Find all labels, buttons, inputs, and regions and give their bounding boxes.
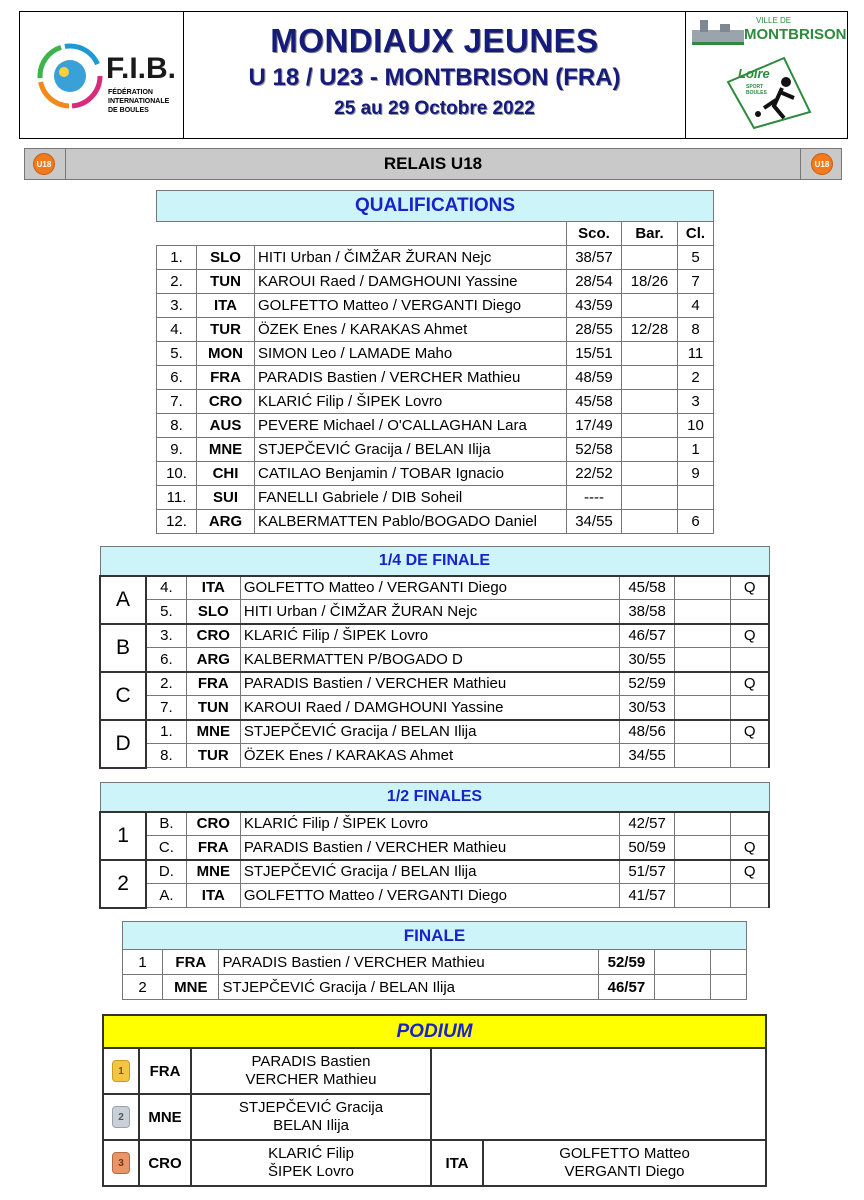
group-label: 2 [100,860,146,908]
score-cell: 52/58 [567,438,622,462]
table-row [123,950,747,975]
qualified-cell [731,648,769,672]
rank-cell: 7. [157,390,197,414]
silver-medal-icon: 2 [112,1106,130,1128]
seed-cell: 6. [146,648,186,672]
table-row [157,246,714,270]
podium-bronze2-names: GOLFETTO Matteo VERGANTI Diego [483,1140,766,1186]
team-names: STJEPČEVIĆ Gracija / BELAN Ilija [240,720,619,744]
barrage-cell [622,462,678,486]
seed-cell: 2. [146,672,186,696]
table-row [157,462,714,486]
table-row [100,836,769,860]
classement-cell: 1 [678,438,714,462]
team-names: PARADIS Bastien / VERCHER Mathieu [219,950,599,975]
table-row [100,648,769,672]
team-names: KLARIĆ Filip / ŠIPEK Lovro [255,390,567,414]
table-row [157,342,714,366]
country-code: MNE [186,860,240,884]
score-cell: 52/59 [599,950,654,975]
score-cell: 41/57 [620,884,675,908]
quarterfinal-table [99,546,770,769]
classement-cell: 8 [678,318,714,342]
score-cell: 38/57 [567,246,622,270]
table-row [157,486,714,510]
score-cell: 50/59 [620,836,675,860]
country-code: ARG [186,648,240,672]
loire-logo-sub: SPORT BOULES [746,84,767,96]
podium-silver-names: STJEPČEVIĆ Gracija BELAN Ilija [191,1094,431,1140]
team-names: STJEPČEVIĆ Gracija / BELAN Ilija [219,975,599,1000]
qualified-cell: Q [731,576,769,600]
table-row [157,390,714,414]
classement-cell: 11 [678,342,714,366]
country-code: MNE [163,975,219,1000]
empty-cell [710,975,746,1000]
table-row [157,438,714,462]
barrage-header: Bar. [622,222,678,246]
empty-cell [675,884,731,908]
seed-cell: B. [146,812,186,836]
classement-cell: 2 [678,366,714,390]
loire-logo-text: Loire [738,66,770,81]
classement-cell: 10 [678,414,714,438]
seed-cell: 4. [146,576,186,600]
loire-sport-boules-logo [724,52,814,130]
table-row [100,600,769,624]
title-line1: MONDIAUX JEUNES [270,22,599,59]
empty-cell [675,812,731,836]
table-row [100,696,769,720]
barrage-cell [622,438,678,462]
rank-cell: 10. [157,462,197,486]
country-code: ARG [197,510,255,534]
score-cell: 28/55 [567,318,622,342]
qualified-cell [731,696,769,720]
podium-bronze1-code: CRO [139,1140,191,1186]
seed-cell: A. [146,884,186,908]
relais-title: RELAIS U18 [65,149,801,179]
fib-logo [20,12,184,138]
score-cell: 34/55 [567,510,622,534]
country-code: MNE [186,720,240,744]
semifinal-table [99,782,770,909]
team-names: KALBERMATTEN Pablo/BOGADO Daniel [255,510,567,534]
empty-cell [675,600,731,624]
empty-cell [675,648,731,672]
country-code: FRA [186,836,240,860]
country-code: SUI [197,486,255,510]
city-logo-text: MONTBRISON [744,26,847,43]
group-label: C [100,672,146,720]
country-code: ITA [186,884,240,908]
score-cell: 51/57 [620,860,675,884]
empty-cell [675,720,731,744]
score-cell: 48/59 [567,366,622,390]
table-row [100,860,769,884]
score-cell: 43/59 [567,294,622,318]
rank-cell: 2. [157,270,197,294]
podium-gold-code: FRA [139,1048,191,1094]
qualified-cell: Q [731,860,769,884]
qualified-cell [731,600,769,624]
u18-badge-left-icon: U18 [33,153,55,175]
qualified-cell [731,744,769,768]
country-code: TUN [197,270,255,294]
team-names: PEVERE Michael / O'CALLAGHAN Lara [255,414,567,438]
score-cell: 42/57 [620,812,675,836]
score-cell: 17/49 [567,414,622,438]
podium-silver-code: MNE [139,1094,191,1140]
table-row [100,720,769,744]
score-cell: 45/58 [567,390,622,414]
score-cell: 30/53 [620,696,675,720]
team-names: PARADIS Bastien / VERCHER Mathieu [255,366,567,390]
classement-cell: 7 [678,270,714,294]
team-names: ÖZEK Enes / KARAKAS Ahmet [240,744,619,768]
table-row [157,318,714,342]
team-names: FANELLI Gabriele / DIB Soheil [255,486,567,510]
country-code: ITA [197,294,255,318]
seed-cell: 8. [146,744,186,768]
table-row [100,624,769,648]
classement-cell: 6 [678,510,714,534]
rank-cell: 3. [157,294,197,318]
team-names: SIMON Leo / LAMADE Maho [255,342,567,366]
montbrison-logo [690,16,847,48]
fib-logo-sub: FÉDÉRATION INTERNATIONALE DE BOULES [108,89,170,114]
rank-cell: 4. [157,318,197,342]
country-code: TUR [186,744,240,768]
city-logo-small: VILLE DE [756,16,792,25]
table-row [157,294,714,318]
title-line3: 25 au 29 Octobre 2022 [334,98,535,119]
qualified-cell [731,812,769,836]
team-names: KAROUI Raed / DAMGHOUNI Yassine [255,270,567,294]
empty-cell [675,836,731,860]
country-code: CRO [186,624,240,648]
score-cell: 48/56 [620,720,675,744]
empty-cell [675,624,731,648]
rank-cell: 12. [157,510,197,534]
score-cell: 30/55 [620,648,675,672]
header [19,11,848,139]
country-code: TUR [197,318,255,342]
score-cell: 52/59 [620,672,675,696]
empty-cell [710,950,746,975]
rank-cell: 2 [123,975,163,1000]
score-header: Sco. [567,222,622,246]
barrage-cell [622,390,678,414]
sponsor-logos [686,12,848,138]
group-label: B [100,624,146,672]
team-names: CATILAO Benjamin / TOBAR Ignacio [255,462,567,486]
group-label: 1 [100,812,146,860]
team-names: GOLFETTO Matteo / VERGANTI Diego [240,576,619,600]
title-block [184,12,686,138]
semifinal-title: 1/2 FINALES [100,783,769,812]
barrage-cell [622,510,678,534]
team-names: KLARIĆ Filip / ŠIPEK Lovro [240,624,619,648]
podium-gold-names: PARADIS Bastien VERCHER Mathieu [191,1048,431,1094]
empty-cell [675,696,731,720]
team-names: GOLFETTO Matteo / VERGANTI Diego [240,884,619,908]
final-table [122,921,747,1000]
country-code: FRA [163,950,219,975]
score-cell: 46/57 [599,975,654,1000]
group-label: D [100,720,146,768]
qualified-cell: Q [731,624,769,648]
qualified-cell: Q [731,672,769,696]
team-names: STJEPČEVIĆ Gracija / BELAN Ilija [255,438,567,462]
country-code: TUN [186,696,240,720]
rank-cell: 1. [157,246,197,270]
empty-cell [654,975,710,1000]
rank-cell: 6. [157,366,197,390]
final-title: FINALE [123,922,747,950]
seed-cell: 5. [146,600,186,624]
score-cell: 34/55 [620,744,675,768]
country-code: MNE [197,438,255,462]
country-code: MON [197,342,255,366]
team-names: HITI Urban / ČIMŽAR ŽURAN Nejc [255,246,567,270]
rank-cell: 8. [157,414,197,438]
gold-medal-icon: 1 [112,1060,130,1082]
team-names: KLARIĆ Filip / ŠIPEK Lovro [240,812,619,836]
team-names: PARADIS Bastien / VERCHER Mathieu [240,672,619,696]
score-cell: ---- [567,486,622,510]
team-names: STJEPČEVIĆ Gracija / BELAN Ilija [240,860,619,884]
country-code: CHI [197,462,255,486]
empty-cell [675,576,731,600]
empty-cell [675,672,731,696]
score-cell: 28/54 [567,270,622,294]
barrage-cell [622,486,678,510]
table-row [123,975,747,1000]
country-code: AUS [197,414,255,438]
classement-cell: 5 [678,246,714,270]
country-code: CRO [197,390,255,414]
empty-cell [675,744,731,768]
score-cell: 45/58 [620,576,675,600]
barrage-cell [622,246,678,270]
classement-cell: 4 [678,294,714,318]
country-code: FRA [197,366,255,390]
country-code: FRA [186,672,240,696]
seed-cell: 3. [146,624,186,648]
country-code: ITA [186,576,240,600]
team-names: KAROUI Raed / DAMGHOUNI Yassine [240,696,619,720]
rank-cell: 1 [123,950,163,975]
bronze-medal-icon: 3 [112,1152,130,1174]
barrage-cell [622,414,678,438]
empty-cell [675,860,731,884]
seed-cell: D. [146,860,186,884]
qualified-cell: Q [731,720,769,744]
classement-cell: 9 [678,462,714,486]
table-row [100,884,769,908]
boules-player-icon [724,52,814,130]
qualified-cell: Q [731,836,769,860]
u18-badge-right-icon: U18 [811,153,833,175]
group-label: A [100,576,146,624]
table-row [157,414,714,438]
rank-cell: 9. [157,438,197,462]
fib-logo-text: F.I.B. [106,52,177,85]
score-cell: 22/52 [567,462,622,486]
podium-title: PODIUM [103,1015,766,1048]
country-code: SLO [186,600,240,624]
score-cell: 15/51 [567,342,622,366]
rank-cell: 11. [157,486,197,510]
barrage-cell: 12/28 [622,318,678,342]
team-names: GOLFETTO Matteo / VERGANTI Diego [255,294,567,318]
country-code: CRO [186,812,240,836]
table-row [100,744,769,768]
seed-cell: C. [146,836,186,860]
team-names: HITI Urban / ČIMŽAR ŽURAN Nejc [240,600,619,624]
table-row [157,366,714,390]
qualified-cell [731,884,769,908]
empty-cell [654,950,710,975]
table-row [100,812,769,836]
seed-cell: 1. [146,720,186,744]
rank-cell: 5. [157,342,197,366]
table-row [100,672,769,696]
barrage-cell [622,294,678,318]
table-row [157,510,714,534]
relais-bar [24,148,842,180]
classement-cell [678,486,714,510]
table-row [157,270,714,294]
team-names: PARADIS Bastien / VERCHER Mathieu [240,836,619,860]
classement-cell: 3 [678,390,714,414]
podium-bronze2-code: ITA [431,1140,483,1186]
qualifications-title: QUALIFICATIONS [157,191,714,222]
podium-table [102,1014,767,1187]
seed-cell: 7. [146,696,186,720]
country-code: SLO [197,246,255,270]
podium-bronze1-names: KLARIĆ Filip ŠIPEK Lovro [191,1140,431,1186]
town-skyline-icon [690,16,746,46]
score-cell: 46/57 [620,624,675,648]
quarterfinal-title: 1/4 DE FINALE [100,547,769,576]
qualifications-table [156,190,714,534]
barrage-cell: 18/26 [622,270,678,294]
table-row [100,576,769,600]
title-line2: U 18 / U23 - MONTBRISON (FRA) [248,64,621,91]
classement-header: Cl. [678,222,714,246]
team-names: ÖZEK Enes / KARAKAS Ahmet [255,318,567,342]
barrage-cell [622,366,678,390]
team-names: KALBERMATTEN P/BOGADO D [240,648,619,672]
barrage-cell [622,342,678,366]
score-cell: 38/58 [620,600,675,624]
